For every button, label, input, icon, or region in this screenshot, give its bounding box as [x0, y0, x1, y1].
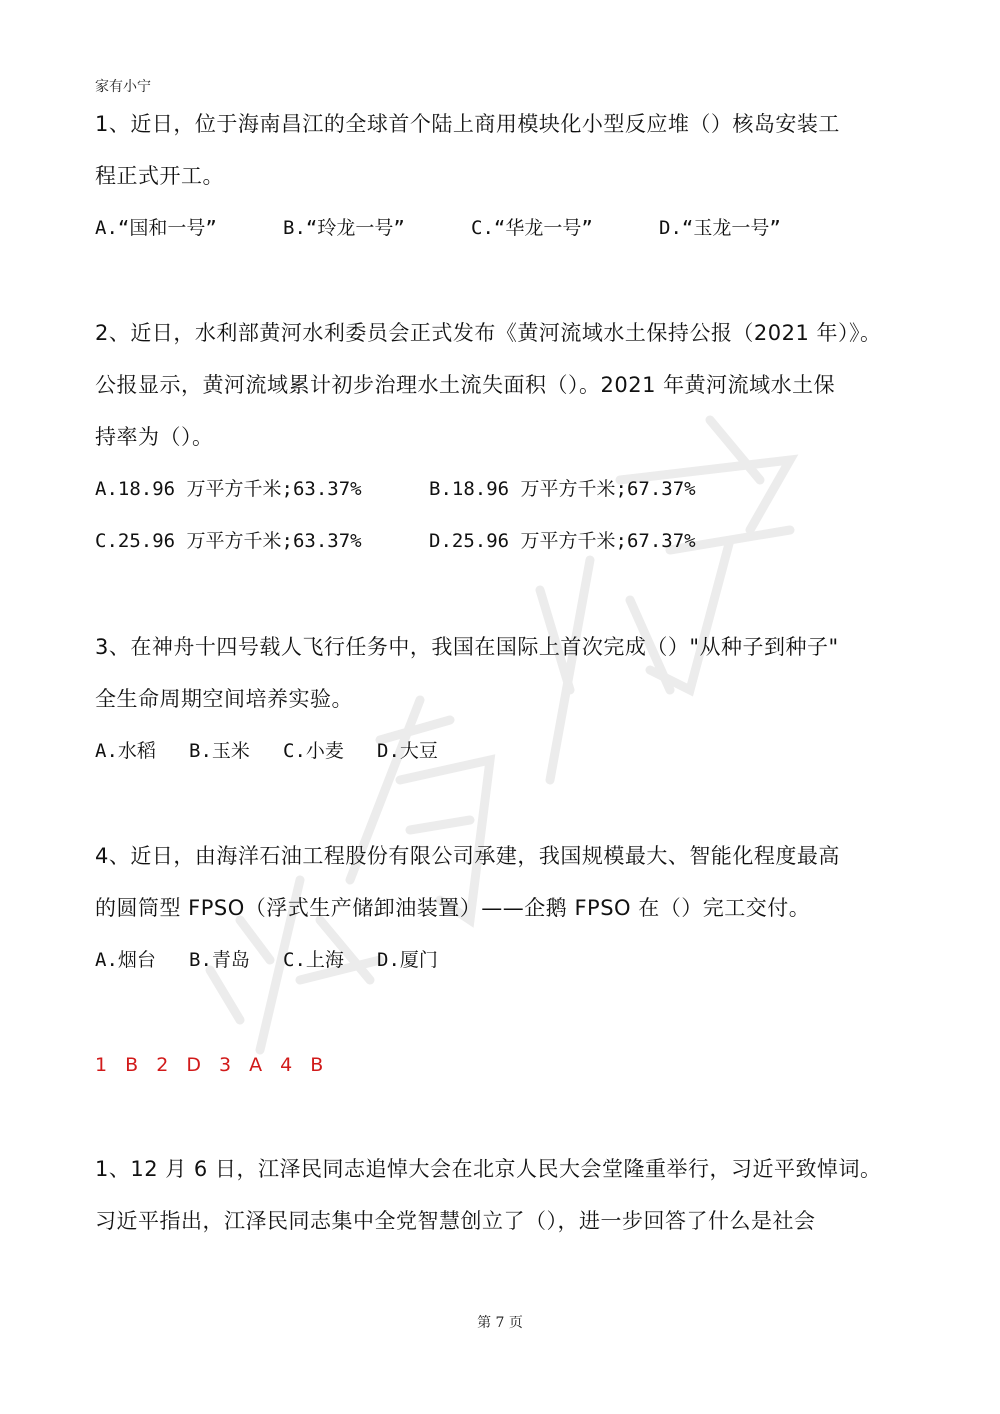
option-c: C.小麦 [283, 740, 344, 762]
option-c: C.25.96 万平方千米;63.37% [95, 530, 362, 552]
option-b: B.青岛 [189, 949, 250, 971]
question-line: 的圆筒型 FPSO（浮式生产储卸油装置）——企鹅 FPSO 在（）完工交付。 [95, 896, 811, 920]
question-line: 2、近日，水利部黄河水利委员会正式发布《黄河流域水土保持公报（2021 年）》。 [95, 321, 882, 345]
header-mark: 家有小宁 [95, 79, 151, 95]
page-number: 第 7 页 [477, 1315, 523, 1331]
question-2-options [95, 463, 915, 515]
question-3-text [95, 621, 915, 725]
question-line: 4、近日，由海洋石油工程股份有限公司承建，我国规模最大、智能化程度最高 [95, 844, 840, 868]
question-4-options [95, 934, 915, 986]
question-line: 习近平指出，江泽民同志集中全党智慧创立了（），进一步回答了什么是社会 [95, 1209, 816, 1233]
option-d: D.大豆 [377, 740, 438, 762]
option-b: B.玉米 [189, 740, 250, 762]
option-b: B.18.96 万平方千米;67.37% [429, 478, 696, 500]
option-b: B.“玲龙一号” [283, 217, 405, 239]
option-c: C.上海 [283, 949, 344, 971]
answer-key: 1 B 2 D 3 A 4 B [95, 1054, 330, 1076]
question-line: 1、近日，位于海南昌江的全球首个陆上商用模块化小型反应堆（）核岛安装工 [95, 112, 840, 136]
question-line: 程正式开工。 [95, 164, 224, 188]
option-d: D.“玉龙一号” [659, 217, 781, 239]
option-a: A.“国和一号” [95, 217, 217, 239]
question-line: 1、12 月 6 日，江泽民同志追悼大会在北京人民大会堂隆重举行，习近平致悼词。 [95, 1157, 882, 1181]
question-2-options-row-2 [95, 515, 915, 567]
option-a: A.18.96 万平方千米;63.37% [95, 478, 362, 500]
option-c: C.“华龙一号” [471, 217, 593, 239]
question-3-options [95, 725, 915, 777]
question-2-text [95, 307, 915, 463]
question-line: 公报显示，黄河流域累计初步治理水土流失面积（）。2021 年黄河流域水土保 [95, 373, 836, 397]
question-line: 3、在神舟十四号载人飞行任务中，我国在国际上首次完成（）"从种子到种子" [95, 635, 839, 659]
option-d: D.厦门 [377, 949, 438, 971]
question-line: 全生命周期空间培养实验。 [95, 687, 353, 711]
option-d: D.25.96 万平方千米;67.37% [429, 530, 696, 552]
question-4-text [95, 830, 915, 934]
option-a: A.水稻 [95, 740, 156, 762]
question-line: 持率为（）。 [95, 425, 214, 449]
question-5-text [95, 1143, 915, 1247]
question-1-options [95, 202, 915, 254]
question-1-text [95, 98, 915, 202]
option-a: A.烟台 [95, 949, 156, 971]
